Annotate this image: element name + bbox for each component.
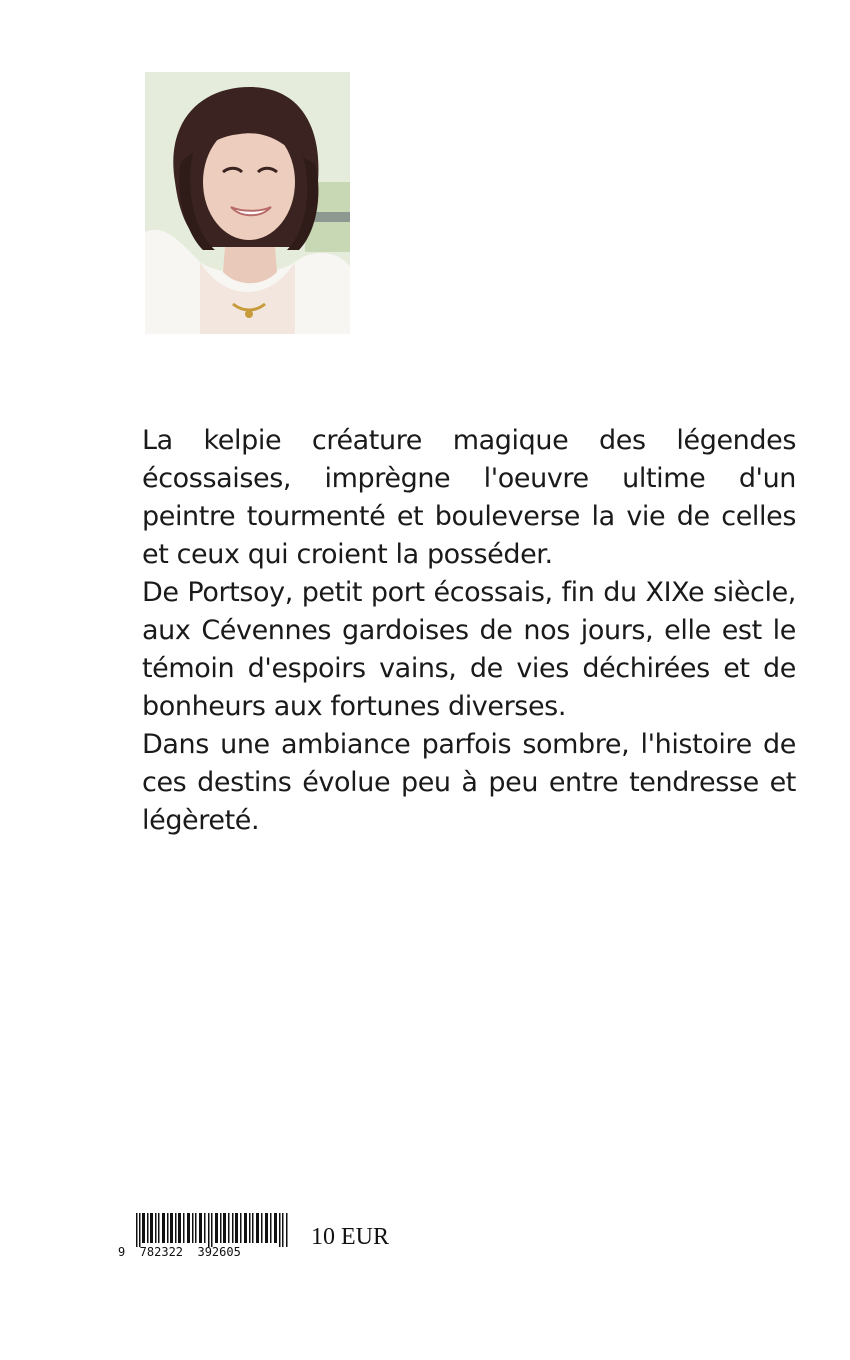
price-label: 10 EUR [311,1224,389,1250]
author-photo [145,72,350,334]
barcode-icon [136,1213,288,1247]
author-portrait-icon [145,72,350,334]
isbn-digits: 9 782322 392605 [118,1245,241,1259]
isbn-barcode [118,1213,293,1261]
blurb-paragraph: Dans une ambiance parfois sombre, l'histoire de ces destins évolue peu à peu entre tendresse et légèreté. [142,729,796,836]
book-blurb [142,422,796,840]
blurb-paragraph: La kelpie créature magique des légendes écossaises, imprègne l'oeuvre ultime d'un peintre tourmenté et bouleverse la vie de celles et ceux qui croient la posséder. [142,425,796,570]
blurb-paragraph: De Portsoy, petit port écossais, fin du XIXe siècle, aux Cévennes gardoises de nos jours, elle est le témoin d'espoirs vains, de vies déchirées et de bonheurs aux fortunes diverses. [142,577,796,722]
